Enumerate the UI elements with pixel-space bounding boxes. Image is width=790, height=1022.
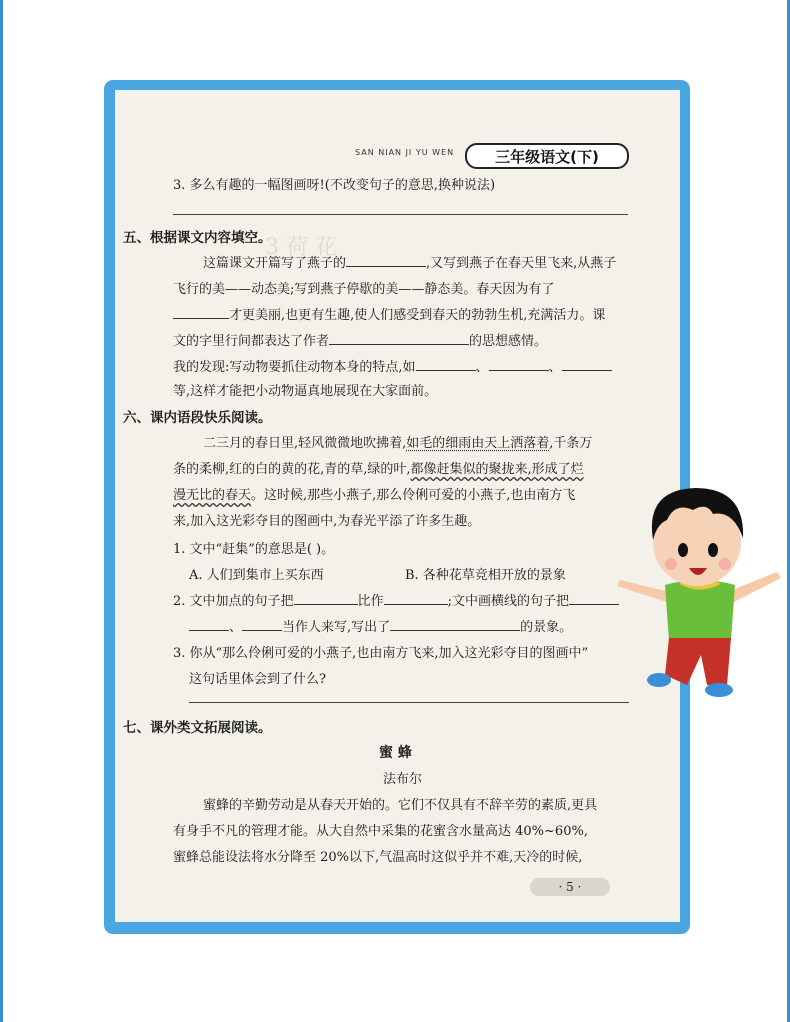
my-discovery-cont: 等,这样才能把小动物逼真地展现在大家面前。 xyxy=(173,384,438,399)
blank-field[interactable] xyxy=(489,358,549,371)
show-through-decoration: 3 荷 花 xyxy=(265,235,337,260)
article-author: 法布尔 xyxy=(383,772,423,787)
textbook-page xyxy=(115,90,680,922)
article-line3: 蜜蜂总能设法将水分降至 20%以下,气温高时这似乎并不难,天冷的时候, xyxy=(173,850,583,865)
answer-line[interactable] xyxy=(173,214,628,215)
header-pinyin: SAN NIAN JI YU WEN xyxy=(355,148,455,157)
question-1: 1. 文中“赶集”的意思是( )。 xyxy=(173,542,335,557)
question-2-line2: 、 当作人来写,写出了 的景象。 xyxy=(189,616,572,635)
blank-field[interactable] xyxy=(189,618,229,631)
answer-line[interactable] xyxy=(189,702,629,703)
my-discovery: 我的发现:写动物要抓住动物本身的特点,如 、 、 xyxy=(173,356,612,375)
blank-field[interactable] xyxy=(562,358,612,371)
question-3-line1: 3. 你从“那么伶俐可爱的小燕子,也由南方飞来,加入这光彩夺目的图画中” xyxy=(173,646,589,661)
blank-field[interactable] xyxy=(329,332,469,345)
blank-field[interactable] xyxy=(390,618,520,631)
blank-field[interactable] xyxy=(173,306,229,319)
blank-field[interactable] xyxy=(294,592,358,605)
blank-field[interactable] xyxy=(416,358,476,371)
section-7-heading: 七、课外类文拓展阅读。 xyxy=(123,720,272,736)
s5-line1: 这篇课文开篇写了燕子的 ,又写到燕子在春天里飞来,从燕子 xyxy=(203,256,617,271)
grade-subject-badge: 三年级语文(下) xyxy=(465,143,629,169)
article-title: 蜜 蜂 xyxy=(379,745,412,761)
blank-field[interactable] xyxy=(242,618,282,631)
cartoon-boy-illustration xyxy=(615,480,785,705)
section-6-heading: 六、课内语段快乐阅读。 xyxy=(123,410,272,426)
s5-line4: 文的字里行间都表达了作者 的思想感情。 xyxy=(173,334,548,349)
option-b[interactable]: B. 各种花草竞相开放的景象 xyxy=(405,568,566,583)
question-3-line2: 这句话里体会到了什么? xyxy=(189,672,326,687)
blank-field[interactable] xyxy=(346,254,426,267)
s5-line2: 飞行的美——动态美;写到燕子停歇的美——静态美。春天因为有了 xyxy=(173,282,555,297)
article-line2: 有身手不凡的管理才能。从大自然中采集的花蜜含水量高达 40%~60%, xyxy=(173,824,588,839)
blank-field[interactable] xyxy=(569,592,619,605)
passage-line1: 二三月的春日里,轻风微微地吹拂着,如毛的细雨由天上洒落着,千条万 xyxy=(203,436,593,451)
question-2-line1: 2. 文中加点的句子把 比作 ;文中画横线的句子把 xyxy=(173,590,619,609)
blank-field[interactable] xyxy=(384,592,448,605)
question-3-top: 3. 多么有趣的一幅图画呀!(不改变句子的意思,换种说法) xyxy=(173,178,496,193)
passage-line2: 条的柔柳,红的白的黄的花,青的草,绿的叶,都像赶集似的聚拢来,形成了烂 xyxy=(173,462,584,477)
article-line1: 蜜蜂的辛勤劳动是从春天开始的。它们不仅具有不辞辛劳的素质,更具 xyxy=(203,798,598,813)
section-5-heading: 五、根据课文内容填空。 xyxy=(123,230,272,246)
option-a[interactable]: A. 人们到集市上买东西 xyxy=(189,568,324,583)
s5-line3: 才更美丽,也更有生趣,使人们感受到春天的勃勃生机,充满活力。课 xyxy=(173,304,605,323)
page-number: · 5 · xyxy=(530,878,610,896)
passage-line4: 来,加入这光彩夺目的图画中,为春光平添了许多生趣。 xyxy=(173,514,481,529)
passage-line3: 漫无比的春天。这时候,那些小燕子,那么伶俐可爱的小燕子,也由南方飞 xyxy=(173,488,576,503)
